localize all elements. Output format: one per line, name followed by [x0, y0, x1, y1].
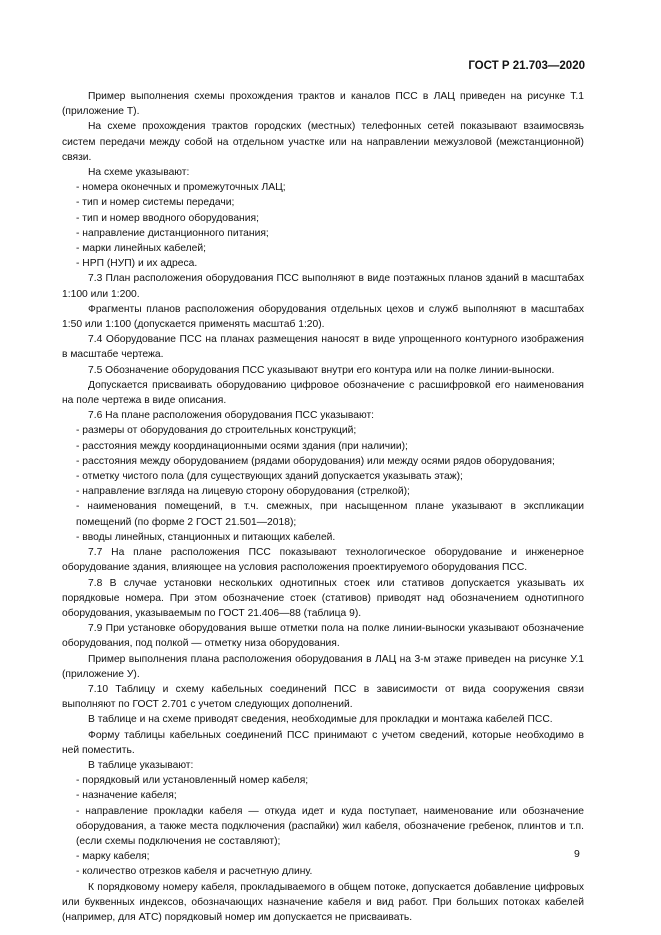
paragraph: 7.10 Таблицу и схему кабельных соединений ПСС в зависимости от вида сооружения связи выполняют по ГОСТ 2.701 с учетом следующих дополнений.	[62, 683, 584, 711]
paragraph: Пример выполнения плана расположения оборудования в ЛАЦ на 3-м этаже приведен на рисунке У.1 (приложение У).	[62, 653, 584, 680]
paragraph: Форму таблицы кабельных соединений ПСС принимают с учетом сведений, которые необходимо в ней поместить.	[62, 729, 584, 756]
paragraph: 7.4 Оборудование ПСС на планах размещения наносят в виде упрощенного контурного изображения в масштабе чертежа.	[62, 334, 584, 361]
paragraph: 7.6 На плане расположения оборудования ПСС указывают:	[88, 410, 375, 422]
list-item: - расстояния между оборудованием (рядами оборудования) или между осями рядов оборудования;	[76, 455, 555, 467]
list-item: - НРП (НУП) и их адреса.	[76, 258, 198, 270]
paragraph: Пример выполнения схемы прохождения трактов и каналов ПСС в ЛАЦ приведен на рисунке Т.1 (приложение Т).	[62, 91, 584, 118]
list-item: - марки линейных кабелей;	[76, 243, 206, 255]
paragraph: В таблице указывают:	[88, 759, 194, 771]
list-item: - направление дистанционного питания;	[76, 227, 269, 239]
document-code: ГОСТ Р 21.703—2020	[468, 60, 585, 72]
list-item: - наименования помещений, в т.ч. смежных, при насыщенном плане указывают в экспликации помещений (по форме 2 ГОСТ 21.501—2018);	[76, 501, 584, 528]
list-item: - марку кабеля;	[76, 851, 150, 863]
paragraph: 7.9 При установке оборудования выше отметки пола на полке линии-выноски указывают обозначение оборудования, под полкой — отметку низа оборудования.	[62, 623, 584, 650]
paragraph: 7.7 На плане расположения ПСС показывают технологическое оборудование и инженерное оборудование здания, влияющее на условия расположения проектируемого оборудования ПСС.	[62, 547, 584, 574]
paragraph: 7.5 Обозначение оборудования ПСС указывают внутри его контура или на полке линии-выноски.	[88, 364, 555, 376]
list-item: - тип и номер системы передачи;	[76, 197, 235, 209]
list-item: - номера оконечных и промежуточных ЛАЦ;	[76, 182, 286, 194]
list-item: - количество отрезков кабеля и расчетную длину.	[76, 866, 313, 878]
paragraph: 7.3 План расположения оборудования ПСС выполняют в виде поэтажных планов зданий в масштабах 1:100 или 1:200.	[62, 273, 584, 300]
document-body	[62, 89, 584, 925]
paragraph: На схеме прохождения трактов городских (местных) телефонных сетей показывают взаимосвязь систем передачи между собой на отдельном участке или на направлении межузловой (межстанционной) связи.	[62, 121, 584, 163]
paragraph: К порядковому номеру кабеля, прокладываемого в общем потоке, допускается добавление цифровых или буквенных индексов, обозначающих назначение кабеля и вид работ. При больших потоках кабелей (например, для АТС) порядковый номер им допускается не присваивать.	[62, 881, 584, 923]
list-item: - вводы линейных, станционных и питающих кабелей.	[76, 531, 336, 543]
paragraph: На схеме указывают:	[88, 167, 190, 179]
list-item: - расстояния между координационными осями здания (при наличии);	[76, 440, 408, 452]
list-item: - направление прокладки кабеля — откуда идет и куда поступает, наименование или обозначение оборудования, а также места подключения (распайки) жил кабеля, обозначение гребенок, плинтов и т.п. (если схемы подключения не составляют);	[76, 805, 584, 847]
paragraph: 7.8 В случае установки нескольких однотипных стоек или стативов допускается указывать их порядковые номера. При этом обозначение стоек (стативов) приводят над обозначением однотипного оборудования, указываемым по ГОСТ 21.406—88 (таблица 9).	[62, 577, 584, 619]
list-item: - направление взгляда на лицевую сторону оборудования (стрелкой);	[76, 486, 410, 498]
paragraph: Допускается присваивать оборудованию цифровое обозначение с расшифровкой его наименования на поле чертежа в виде описания.	[62, 379, 584, 407]
paragraph: Фрагменты планов расположения оборудования отдельных цехов и служб выполняют в масштабах 1:50 или 1:100 (допускается применять масштаб 1:20).	[62, 303, 584, 331]
list-item: - отметку чистого пола (для существующих зданий допускается указывать этаж);	[76, 471, 463, 483]
page-number: 9	[574, 848, 580, 860]
list-item: - назначение кабеля;	[76, 790, 177, 802]
list-item: - размеры от оборудования до строительных конструкций;	[76, 425, 357, 437]
paragraph: В таблице и на схеме приводят сведения, необходимые для прокладки и монтажа кабелей ПСС.	[88, 714, 553, 726]
list-item: - тип и номер вводного оборудования;	[76, 212, 259, 224]
list-item: - порядковый или установленный номер кабеля;	[76, 775, 309, 787]
